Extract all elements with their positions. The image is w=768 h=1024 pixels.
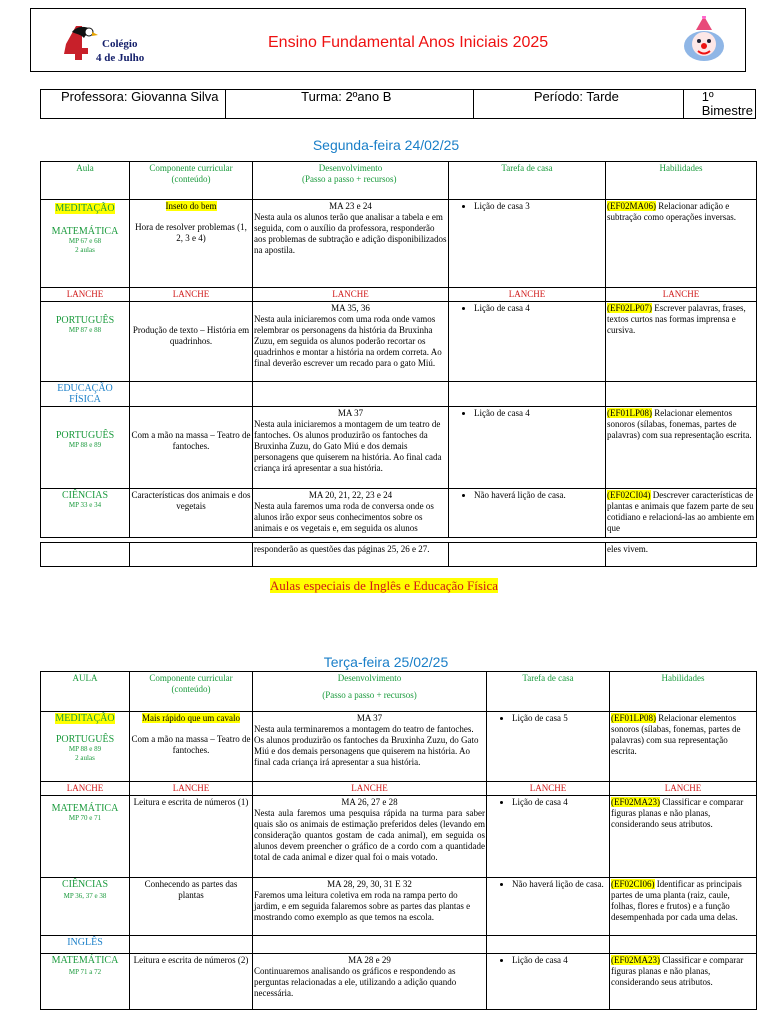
componente-cell [130, 954, 253, 1010]
header-desenvolvimento-sub: (Passo a passo + recursos) [302, 174, 397, 184]
header-desenvolvimento-title: Desenvolvimento [337, 673, 402, 683]
habilidades-cell [606, 302, 757, 382]
header-tarefa: Tarefa de casa [487, 672, 610, 712]
aula-cell [41, 796, 130, 878]
desenvolvimento-cell [253, 489, 449, 538]
empty-cell [130, 382, 253, 407]
highlight-label: Inseto do bem [165, 201, 217, 211]
habilidades-cell [610, 712, 757, 782]
school-logo [62, 20, 162, 66]
table-row [41, 878, 757, 936]
dev-text: Nesta aula iniciaremos com uma roda onde vamos relembrar os personagens da história da Bruxinha Zuzu, em seguida os alunos poderão recortar os quadrinhos e montar a história na ordem correta. Ao final deverão escrever um recado para o gato Miú. [254, 314, 442, 368]
table-row [41, 489, 757, 538]
skill-text: Descrever características de plantas e animais que fazem parte de seu cotidiano e relacioná-las ao ambiente em que [607, 490, 755, 533]
eagle-logo-icon [62, 22, 98, 62]
componente-cell [130, 796, 253, 878]
componente-cell [130, 407, 253, 489]
aulas-label: 2 aulas [75, 754, 95, 762]
componente-text: Produção de texto – História em quadrinhos. [132, 325, 250, 346]
habilidades-cell [610, 796, 757, 878]
table-header-row [41, 162, 757, 200]
desenvolvimento-cell [253, 302, 449, 382]
tarefa-cell [487, 878, 610, 936]
table-row [41, 936, 757, 954]
dev-title: MA 20, 21, 22, 23 e 24 [308, 490, 393, 500]
mp-label: MP 67 e 68 [68, 237, 102, 245]
habilidades-cell [606, 489, 757, 538]
skill-text: Relacionar elementos sonoros (sílabas, fonemas, partes de palavras) com sua representação escrita. [611, 713, 741, 756]
dev-title: MA 28 e 29 [348, 955, 391, 965]
tarefa-cell [449, 489, 606, 538]
desenvolvimento-cell: responderão as questões das páginas 25, 26 e 27. [253, 543, 449, 567]
empty-cell [610, 936, 757, 954]
homework-item: • Lição de casa 4 [512, 955, 608, 966]
aulas-label: 2 aulas [75, 246, 95, 254]
habilidades-cell: eles vivem. [606, 543, 757, 567]
lanche-cell: LANCHE [253, 782, 487, 796]
habilidades-cell [610, 878, 757, 936]
subject-label: PORTUGUÊS [55, 734, 115, 745]
skill-code: (EF01LP08) [611, 713, 656, 723]
empty-cell [449, 543, 606, 567]
header-componente: Componente curricular (conteúdo) [130, 672, 253, 712]
lanche-row [41, 782, 757, 796]
document-title: Ensino Fundamental Anos Iniciais 2025 [268, 34, 549, 51]
skill-code: (EF02MA23) [611, 797, 660, 807]
mp-label: MP 88 e 89 [68, 745, 102, 753]
homework-item: • Não haverá lição de casa. [512, 879, 608, 890]
componente-text: Características dos animais e dos vegetais [131, 490, 251, 511]
dev-title: MA 28, 29, 30, 31 E 32 [327, 879, 412, 889]
lanche-cell: LANCHE [253, 288, 449, 302]
dev-text: Nesta aula faremos uma roda de conversa onde os alunos irão expor seus conhecimentos sobre os animais e os vegetais e, em seguida os alunos [254, 501, 434, 533]
subject-label: PORTUGUÊS [55, 430, 115, 441]
componente-text: Com a mão na massa – Teatro de fantoches. [131, 430, 251, 451]
lanche-cell: LANCHE [487, 782, 610, 796]
table-row [41, 407, 757, 489]
subject-label: EDUCAÇÃO FÍSICA [41, 382, 130, 407]
header-desenvolvimento [253, 162, 449, 200]
special-note-text: Aulas especiais de Inglês e Educação Física [269, 578, 499, 593]
clown-illustration [680, 16, 728, 64]
subject-label: PORTUGUÊS [55, 315, 115, 326]
tarefa-cell [487, 712, 610, 782]
skill-text: Relacionar elementos sonoros (sílabas, fonemas, partes de palavras) com sua representação escrita. [607, 408, 752, 440]
habilidades-cell [606, 407, 757, 489]
habilidades-cell [606, 200, 757, 288]
dev-title: MA 26, 27 e 28 [341, 797, 398, 807]
componente-text: Com a mão na massa – Teatro de fantoches. [131, 734, 251, 755]
tarefa-cell [449, 407, 606, 489]
mp-label: MP 36, 37 e 38 [63, 892, 107, 900]
componente-cell [130, 302, 253, 382]
empty-cell [606, 382, 757, 407]
clown-icon [680, 16, 728, 64]
homework-item: • Lição de casa 3 [474, 201, 604, 212]
aula-cell [41, 878, 130, 936]
logo-text-line1: Colégio [102, 38, 138, 50]
homework-item: • Lição de casa 5 [512, 713, 608, 724]
lanche-cell: LANCHE [41, 288, 130, 302]
lanche-cell: LANCHE [610, 782, 757, 796]
subject-label: MATEMÁTICA [51, 226, 119, 237]
subject-label: MEDITAÇÃO [55, 713, 115, 724]
tarefa-cell [487, 954, 610, 1010]
dev-text: Continuaremos analisando os gráficos e respondendo as perguntas relacionadas a ele, utilizando a adição quando necessária. [254, 966, 457, 998]
mp-label: MP 88 e 89 [68, 441, 102, 449]
subject-label: CIÊNCIAS [61, 490, 109, 501]
special-classes-note [0, 578, 768, 594]
header-habilidades: Habilidades [610, 672, 757, 712]
skill-text: Classificar e comparar figuras planas e não planas, considerando seus atributos. [611, 955, 744, 987]
info-table [40, 89, 756, 119]
desenvolvimento-cell [253, 407, 449, 489]
componente-text: Leitura e escrita de números (2) [133, 955, 249, 965]
empty-cell [130, 543, 253, 567]
skill-code: (EF01LP08) [607, 408, 652, 418]
monday-continuation-table [40, 542, 757, 567]
header-componente: Componente curricular (conteúdo) [130, 162, 253, 200]
skill-code: (EF02CI06) [611, 879, 655, 889]
empty-cell [253, 936, 487, 954]
logo-text-line2: 4 de Julho [96, 52, 145, 64]
period-cell: Período: Tarde [473, 90, 683, 119]
skill-code: (EF02LP07) [607, 303, 652, 313]
monday-schedule-table [40, 161, 757, 538]
desenvolvimento-cell [253, 796, 487, 878]
homework-item: • Lição de casa 4 [474, 408, 604, 419]
componente-text: Hora de resolver problemas (1, 2, 3 e 4) [135, 222, 247, 243]
dev-text: Nesta aula faremos uma pesquisa rápida na turma para saber quais são os animais de estimação preferidos deles (levando em consideração quantos gostam de cada animal), em seguida os alunos devem preencher o gráfico de a cordo com a quantidade total de cada animal e dizer qual foi o mais votado. [254, 808, 485, 862]
componente-text: Conhecendo as partes das plantas [144, 879, 238, 900]
dev-title: MA 23 e 24 [329, 201, 372, 211]
skill-text: Identificar as principais partes de uma planta (raiz, caule, folhas, flores e frutos) e a função desempenhada por cada uma delas. [611, 879, 742, 922]
desenvolvimento-cell [253, 200, 449, 288]
componente-cell [130, 200, 253, 288]
aula-cell [41, 200, 130, 288]
tarefa-cell [449, 200, 606, 288]
skill-text: Classificar e comparar figuras planas e não planas, considerando seus atributos. [611, 797, 744, 829]
header-aula: AULA [41, 672, 130, 712]
header-aula: Aula [41, 162, 130, 200]
lanche-cell: LANCHE [41, 782, 130, 796]
skill-text: Escrever palavras, frases, textos curtos nas formas imprensa e cursiva. [607, 303, 746, 335]
dev-title: MA 37 [356, 713, 383, 723]
header-tarefa: Tarefa de casa [449, 162, 606, 200]
lanche-cell: LANCHE [130, 782, 253, 796]
subject-label: MATEMÁTICA [51, 803, 119, 814]
tarefa-cell [487, 796, 610, 878]
aula-cell [41, 302, 130, 382]
table-row [41, 382, 757, 407]
table-row [41, 302, 757, 382]
dev-title: MA 37 [337, 408, 364, 418]
dev-text: Nesta aula iniciaremos a montagem de um teatro de fantoches. Os alunos produzirão os fantoches da Bruxinha Zuzu, do Gato Miú e dos demais personagens que quiserem na história. Ao final cada criança irá apresentar a sua história. [254, 419, 442, 473]
mp-label: MP 33 e 34 [68, 501, 102, 509]
componente-cell [130, 878, 253, 936]
dev-text: Nesta aula terminaremos a montagem do teatro de fantoches. Os alunos produzirão os fantoches da Bruxinha Zuzu, do Gato Miú e dos demais personagens que quiserem na história. Ao final cada criança irá apresentar a sua história. [254, 724, 479, 767]
header-desenvolvimento [253, 672, 487, 712]
dev-text: Faremos uma leitura coletiva em roda na rampa perto do jardim, e em seguida falaremos sobre as partes das plantas e mostrando como exemplo as que temos na escola. [254, 890, 471, 922]
subject-label: INGLÊS [41, 936, 130, 954]
skill-code: (EF02CI04) [607, 490, 651, 500]
empty-cell [487, 936, 610, 954]
class-cell: Turma: 2ºano B [226, 90, 474, 119]
table-row [41, 543, 757, 567]
header-desenvolvimento-sub: (Passo a passo + recursos) [322, 690, 417, 700]
empty-cell [130, 936, 253, 954]
skill-code: (EF02MA06) [607, 201, 656, 211]
desenvolvimento-cell [253, 878, 487, 936]
skill-text: Relacionar adição e subtração como operações inversas. [607, 201, 736, 222]
table-row [41, 954, 757, 1010]
mp-label: MP 87 e 88 [68, 326, 102, 334]
table-header-row [41, 672, 757, 712]
aula-cell [41, 407, 130, 489]
table-row [41, 712, 757, 782]
aula-cell [41, 489, 130, 538]
empty-cell [449, 382, 606, 407]
componente-cell [130, 489, 253, 538]
componente-text: Leitura e escrita de números (1) [133, 797, 249, 807]
teacher-cell: Professora: Giovanna Silva [41, 90, 226, 119]
mp-label: MP 70 e 71 [68, 814, 102, 822]
monday-title: Segunda-feira 24/02/25 [312, 137, 460, 153]
mp-label: MP 71 a 72 [68, 968, 102, 976]
tarefa-cell [449, 302, 606, 382]
habilidades-cell [610, 954, 757, 1010]
desenvolvimento-cell [253, 954, 487, 1010]
tuesday-schedule-table [40, 671, 757, 1010]
componente-cell [130, 712, 253, 782]
aula-cell [41, 954, 130, 1010]
lanche-cell: LANCHE [606, 288, 757, 302]
empty-cell [253, 382, 449, 407]
dev-text: Nesta aula os alunos terão que analisar a tabela e em seguida, com o auxílio da professora, responderão aos problemas de subtração e adição disponibilizados na apostila. [254, 212, 447, 255]
homework-item: • Lição de casa 4 [474, 303, 604, 314]
bimester-cell: 1º Bimestre [683, 90, 755, 119]
subject-label: MEDITAÇÃO [55, 203, 115, 214]
lanche-cell: LANCHE [449, 288, 606, 302]
homework-item: • Lição de casa 4 [512, 797, 608, 808]
table-row [41, 796, 757, 878]
subject-label: CIÊNCIAS [61, 879, 109, 890]
desenvolvimento-cell [253, 712, 487, 782]
empty-cell [41, 543, 130, 567]
skill-code: (EF02MA23) [611, 955, 660, 965]
subject-label: MATEMÁTICA [51, 955, 119, 966]
tuesday-title: Terça-feira 25/02/25 [323, 654, 449, 670]
highlight-label: Mais rápido que um cavalo [142, 713, 240, 723]
dev-title: MA 35, 36 [331, 303, 370, 313]
lanche-row [41, 288, 757, 302]
table-row [41, 200, 757, 288]
homework-item: • Não haverá lição de casa. [474, 490, 604, 501]
lanche-cell: LANCHE [130, 288, 253, 302]
header-habilidades: Habilidades [606, 162, 757, 200]
aula-cell [41, 712, 130, 782]
header-desenvolvimento-title: Desenvolvimento [318, 163, 383, 173]
